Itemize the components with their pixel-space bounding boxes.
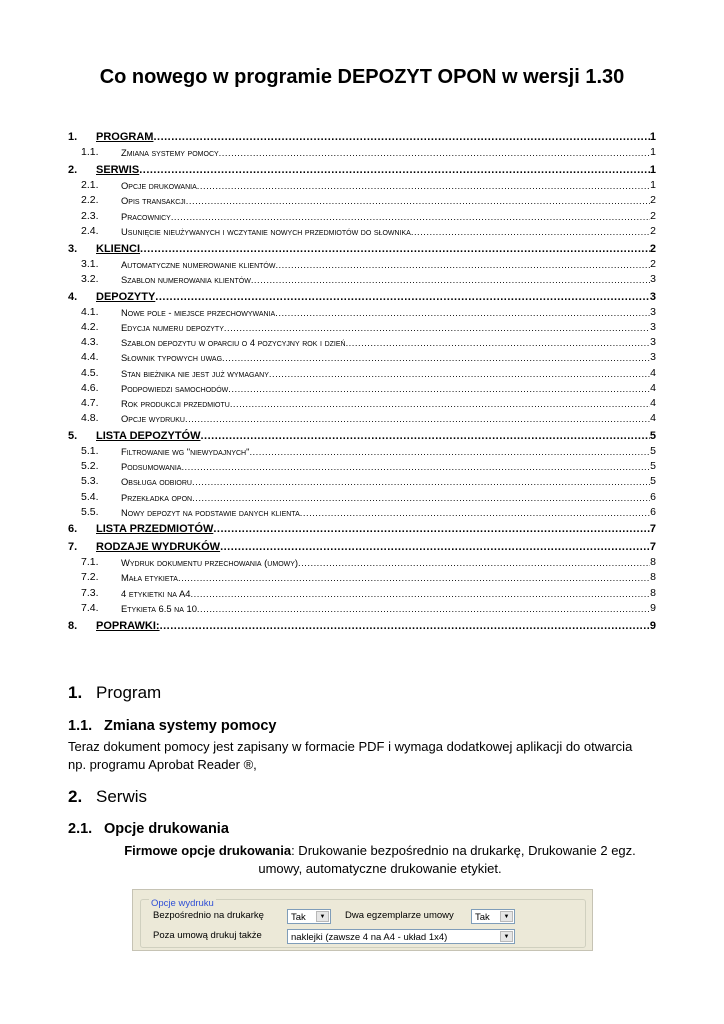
- toc-leader-dots: [178, 570, 650, 585]
- section-heading-serwis: [68, 787, 147, 807]
- toc-number: 3.: [68, 242, 78, 255]
- toc-leader-dots: [251, 272, 650, 287]
- toc-leader-dots: [191, 586, 651, 601]
- toc-leader-dots: [192, 474, 650, 489]
- toc-page-number: 4: [650, 396, 656, 409]
- toc-leader-dots: [155, 290, 650, 305]
- section-number: 1.: [68, 683, 83, 702]
- toc-page-number: 4: [650, 381, 656, 394]
- toc-entry-section[interactable]: [68, 289, 656, 304]
- toc-entry-subsection[interactable]: [68, 305, 656, 320]
- toc-leader-dots: [192, 490, 650, 505]
- toc-number: 5.4.: [81, 490, 99, 503]
- toc-leader-dots: [219, 145, 650, 160]
- toc-label[interactable]: Nowy depozyt na podstawie danych klienta: [121, 506, 300, 518]
- toc-number: 7.4.: [81, 601, 99, 614]
- toc-entry-subsection[interactable]: [68, 570, 656, 585]
- toc-number: 5.5.: [81, 505, 99, 518]
- toc-number: 4.4.: [81, 351, 99, 364]
- toc-page-number: 8: [650, 586, 656, 599]
- toc-number: 4.6.: [81, 381, 99, 394]
- toc-entry-subsection[interactable]: [68, 178, 656, 193]
- toc-entry-subsection[interactable]: [68, 505, 656, 520]
- toc-leader-dots: [197, 178, 650, 193]
- toc-entry-subsection[interactable]: [68, 335, 656, 350]
- toc-page-number: 2: [649, 242, 656, 255]
- paragraph-text: : Drukowanie bezpośrednio na drukarkę, Drukowanie 2 egz.: [291, 843, 636, 858]
- table-of-contents: [68, 130, 656, 634]
- toc-page-number: 2: [650, 224, 656, 237]
- toc-label[interactable]: Przekładka opon: [121, 491, 193, 503]
- toc-number: 7.1.: [81, 556, 99, 569]
- toc-entry-section[interactable]: [68, 241, 656, 256]
- toc-leader-dots: [201, 429, 650, 444]
- paragraph-line: Teraz dokument pomocy jest zapisany w formacie PDF i wymaga dodatkowej aplikacji do otwarcia: [68, 739, 633, 754]
- section-number: 2.: [68, 787, 83, 806]
- toc-label[interactable]: Słownik typowych uwag: [121, 352, 223, 364]
- toc-entry-subsection[interactable]: [68, 489, 656, 504]
- toc-number: 5.1.: [81, 444, 99, 457]
- toc-leader-dots: [222, 350, 650, 365]
- toc-number: 1.: [68, 131, 78, 144]
- toc-page-number: 9: [650, 601, 656, 614]
- paragraph-line: umowy, automatyczne drukowanie etykiet.: [258, 861, 502, 876]
- toc-entry-section[interactable]: [68, 429, 656, 444]
- toc-entry-section[interactable]: [68, 522, 656, 537]
- toc-label[interactable]: Automatyczne numerowanie klientów: [121, 258, 276, 270]
- toc-label[interactable]: Etykieta 6.5 na 10: [121, 602, 197, 614]
- toc-page-number: 8: [650, 556, 656, 569]
- toc-leader-dots: [185, 411, 650, 426]
- toc-number: 3.2.: [81, 272, 99, 285]
- toc-number: 4.8.: [81, 412, 99, 425]
- toc-label[interactable]: Rok produkcji przedmiotu: [121, 397, 230, 409]
- outside-contract-label: Poza umową drukuj także: [153, 930, 262, 941]
- toc-number: 7.2.: [81, 571, 99, 584]
- toc-entry-section[interactable]: [68, 618, 656, 633]
- toc-label[interactable]: Zmiana systemy pomocy: [121, 147, 219, 159]
- toc-entry-subsection[interactable]: [68, 257, 656, 272]
- toc-label[interactable]: Szablon numerowania klientów: [121, 273, 251, 285]
- toc-entry-subsection[interactable]: [68, 411, 656, 426]
- subsection-title: Zmiana systemy pomocy: [104, 718, 277, 734]
- toc-leader-dots: [160, 619, 650, 634]
- toc-label[interactable]: Pracownicy: [121, 210, 171, 222]
- toc-leader-dots: [275, 305, 650, 320]
- toc-number: 5.: [68, 429, 78, 442]
- toc-label[interactable]: Filtrowanie wg "niewydajnych": [121, 445, 250, 457]
- toc-entry-section[interactable]: [68, 540, 656, 555]
- toc-leader-dots: [269, 366, 650, 381]
- toc-leader-dots: [249, 444, 650, 459]
- toc-label[interactable]: Obsługa odbioru: [121, 476, 192, 488]
- toc-leader-dots: [213, 522, 650, 537]
- toc-page-number: 5: [650, 444, 656, 457]
- toc-label[interactable]: Opcje drukowania: [121, 180, 197, 192]
- toc-page-number: 8: [650, 571, 656, 584]
- section-title: Serwis: [96, 787, 148, 806]
- toc-number: 7.3.: [81, 586, 99, 599]
- toc-leader-dots: [298, 555, 650, 570]
- toc-page-number: 2: [650, 194, 656, 207]
- two-copies-label: Dwa egzemplarze umowy: [345, 910, 454, 921]
- toc-entry-subsection[interactable]: [68, 224, 656, 239]
- toc-leader-dots: [186, 193, 650, 208]
- paragraph-line: np. programu Aprobat Reader ®,: [68, 757, 257, 772]
- toc-leader-dots: [228, 381, 650, 396]
- toc-leader-dots: [181, 459, 650, 474]
- toc-page-number: 1: [650, 179, 656, 192]
- toc-number: 4.5.: [81, 366, 99, 379]
- subsection-heading-print-options: [68, 821, 229, 837]
- outside-contract-value: naklejki (zawsze 4 na A4 - układ 1x4): [291, 932, 448, 943]
- paragraph-print-options: [80, 842, 680, 878]
- toc-number: 6.: [68, 523, 78, 536]
- toc-label[interactable]: Mała etykieta: [121, 572, 178, 584]
- toc-page-number: 3: [650, 336, 656, 349]
- toc-number: 4.1.: [81, 305, 99, 318]
- toc-entry-subsection[interactable]: [68, 365, 656, 380]
- toc-label[interactable]: DEPOZYTY: [96, 290, 156, 303]
- toc-page-number: 4: [650, 366, 656, 379]
- toc-leader-dots: [140, 242, 650, 257]
- toc-page-number: 3: [650, 351, 656, 364]
- toc-entry-section[interactable]: [68, 130, 656, 145]
- toc-label[interactable]: LISTA DEPOZYTÓW: [96, 429, 201, 442]
- direct-print-label: Bezpośrednio na drukarkę: [153, 910, 264, 921]
- toc-entry-subsection[interactable]: [68, 272, 656, 287]
- toc-page-number: 9: [649, 619, 656, 632]
- toc-page-number: 2: [650, 209, 656, 222]
- section-title: Program: [96, 683, 162, 702]
- toc-number: 2.4.: [81, 224, 99, 237]
- toc-entry-subsection[interactable]: [68, 396, 656, 411]
- subsection-heading-help-change: [68, 718, 276, 734]
- toc-number: 7.: [68, 541, 78, 554]
- toc-entry-subsection[interactable]: [68, 555, 656, 570]
- toc-entry-subsection[interactable]: [68, 350, 656, 365]
- toc-label[interactable]: PROGRAM: [96, 131, 154, 144]
- dropdown-arrow-icon[interactable]: ▼: [500, 931, 513, 942]
- toc-number: 2.3.: [81, 209, 99, 222]
- toc-leader-dots: [153, 130, 649, 145]
- toc-entry-subsection[interactable]: [68, 145, 656, 160]
- toc-leader-dots: [411, 224, 650, 239]
- subsection-title: Opcje drukowania: [104, 821, 229, 837]
- toc-label[interactable]: Stan bieżnika nie jest już wymagany: [121, 367, 269, 379]
- toc-leader-dots: [300, 505, 650, 520]
- toc-entry-subsection[interactable]: [68, 444, 656, 459]
- groupbox-label: Opcje wydruku: [151, 898, 214, 909]
- toc-leader-dots: [139, 163, 650, 178]
- toc-label[interactable]: Wydruk dokumentu przechowania (umowy): [121, 557, 299, 569]
- toc-label[interactable]: 4 etykietki na A4: [121, 587, 191, 599]
- toc-label[interactable]: Opis transakcji: [121, 195, 186, 207]
- toc-page-number: 6: [650, 505, 656, 518]
- direct-print-select[interactable]: [287, 909, 331, 924]
- toc-number: 4.3.: [81, 336, 99, 349]
- toc-entry-subsection[interactable]: [68, 474, 656, 489]
- toc-leader-dots: [230, 396, 650, 411]
- two-copies-value: Tak: [475, 912, 490, 923]
- toc-label[interactable]: Szablon depozytu w oparciu o 4 pozycyjny rok i dzień: [121, 337, 346, 349]
- toc-leader-dots: [275, 257, 650, 272]
- toc-page-number: 7: [649, 523, 656, 536]
- dropdown-arrow-icon[interactable]: ▼: [500, 911, 513, 922]
- direct-print-value: Tak: [291, 912, 306, 923]
- toc-number: 5.3.: [81, 475, 99, 488]
- outside-contract-select[interactable]: [287, 929, 515, 944]
- toc-label[interactable]: KLIENCI: [96, 242, 140, 255]
- toc-page-number: 4: [650, 412, 656, 425]
- toc-page-number: 5: [650, 475, 656, 488]
- toc-label[interactable]: RODZAJE WYDRUKÓW: [96, 541, 221, 554]
- toc-entry-section[interactable]: [68, 163, 656, 178]
- toc-entry-subsection[interactable]: [68, 193, 656, 208]
- toc-label[interactable]: Usunięcie nieużywanych i wczytanie nowych przedmiotów do słownika: [121, 225, 411, 237]
- toc-leader-dots: [197, 601, 650, 616]
- toc-entry-subsection[interactable]: [68, 459, 656, 474]
- bold-lead: Firmowe opcje drukowania: [124, 843, 292, 858]
- toc-number: 2.1.: [81, 179, 99, 192]
- toc-number: 3.1.: [81, 257, 99, 270]
- subsection-number: 1.1.: [68, 718, 93, 734]
- toc-label[interactable]: Nowe pole - miejsce przechowywania: [121, 306, 276, 318]
- toc-label[interactable]: Edycja numeru depozyty: [121, 321, 224, 333]
- section-heading-program: [68, 683, 161, 703]
- toc-label[interactable]: POPRAWKI:: [96, 619, 160, 632]
- toc-leader-dots: [224, 320, 650, 335]
- dropdown-arrow-icon[interactable]: ▼: [316, 911, 329, 922]
- subsection-number: 2.1.: [68, 821, 93, 837]
- toc-entry-subsection[interactable]: [68, 585, 656, 600]
- toc-page-number: 6: [650, 490, 656, 503]
- toc-number: 1.1.: [81, 146, 99, 159]
- toc-entry-subsection[interactable]: [68, 601, 656, 616]
- toc-page-number: 1: [650, 146, 656, 159]
- toc-page-number: 7: [649, 541, 656, 554]
- toc-page-number: 1: [649, 164, 656, 177]
- toc-number: 4.7.: [81, 396, 99, 409]
- toc-page-number: 1: [649, 131, 656, 144]
- toc-label[interactable]: LISTA PRZEDMIOTÓW: [96, 523, 214, 536]
- toc-page-number: 3: [650, 320, 656, 333]
- toc-entry-subsection[interactable]: [68, 320, 656, 335]
- toc-number: 2.: [68, 164, 78, 177]
- toc-leader-dots: [220, 540, 650, 555]
- toc-label[interactable]: Opcje wydruku: [121, 413, 185, 425]
- toc-leader-dots: [346, 335, 651, 350]
- toc-label[interactable]: SERWIS: [96, 164, 140, 177]
- toc-page-number: 3: [650, 305, 656, 318]
- toc-number: 4.: [68, 290, 78, 303]
- toc-leader-dots: [171, 209, 650, 224]
- toc-page-number: 5: [649, 429, 656, 442]
- document-title: Co nowego w programie DEPOZYT OPON w wersji 1.30: [99, 66, 625, 88]
- toc-entry-subsection[interactable]: [68, 381, 656, 396]
- toc-page-number: 2: [650, 257, 656, 270]
- toc-label[interactable]: Podpowiedzi samochodów: [121, 382, 229, 394]
- print-options-screenshot: [132, 889, 593, 951]
- paragraph-help-info: [68, 738, 668, 774]
- toc-label[interactable]: Podsumowania: [121, 461, 182, 473]
- two-copies-select[interactable]: [471, 909, 515, 924]
- toc-number: 2.2.: [81, 194, 99, 207]
- toc-page-number: 5: [650, 460, 656, 473]
- print-options-groupbox: [140, 899, 586, 948]
- toc-page-number: 3: [649, 290, 656, 303]
- toc-page-number: 3: [650, 272, 656, 285]
- toc-number: 4.2.: [81, 320, 99, 333]
- toc-number: 5.2.: [81, 460, 99, 473]
- toc-entry-subsection[interactable]: [68, 208, 656, 223]
- toc-number: 8.: [68, 619, 78, 632]
